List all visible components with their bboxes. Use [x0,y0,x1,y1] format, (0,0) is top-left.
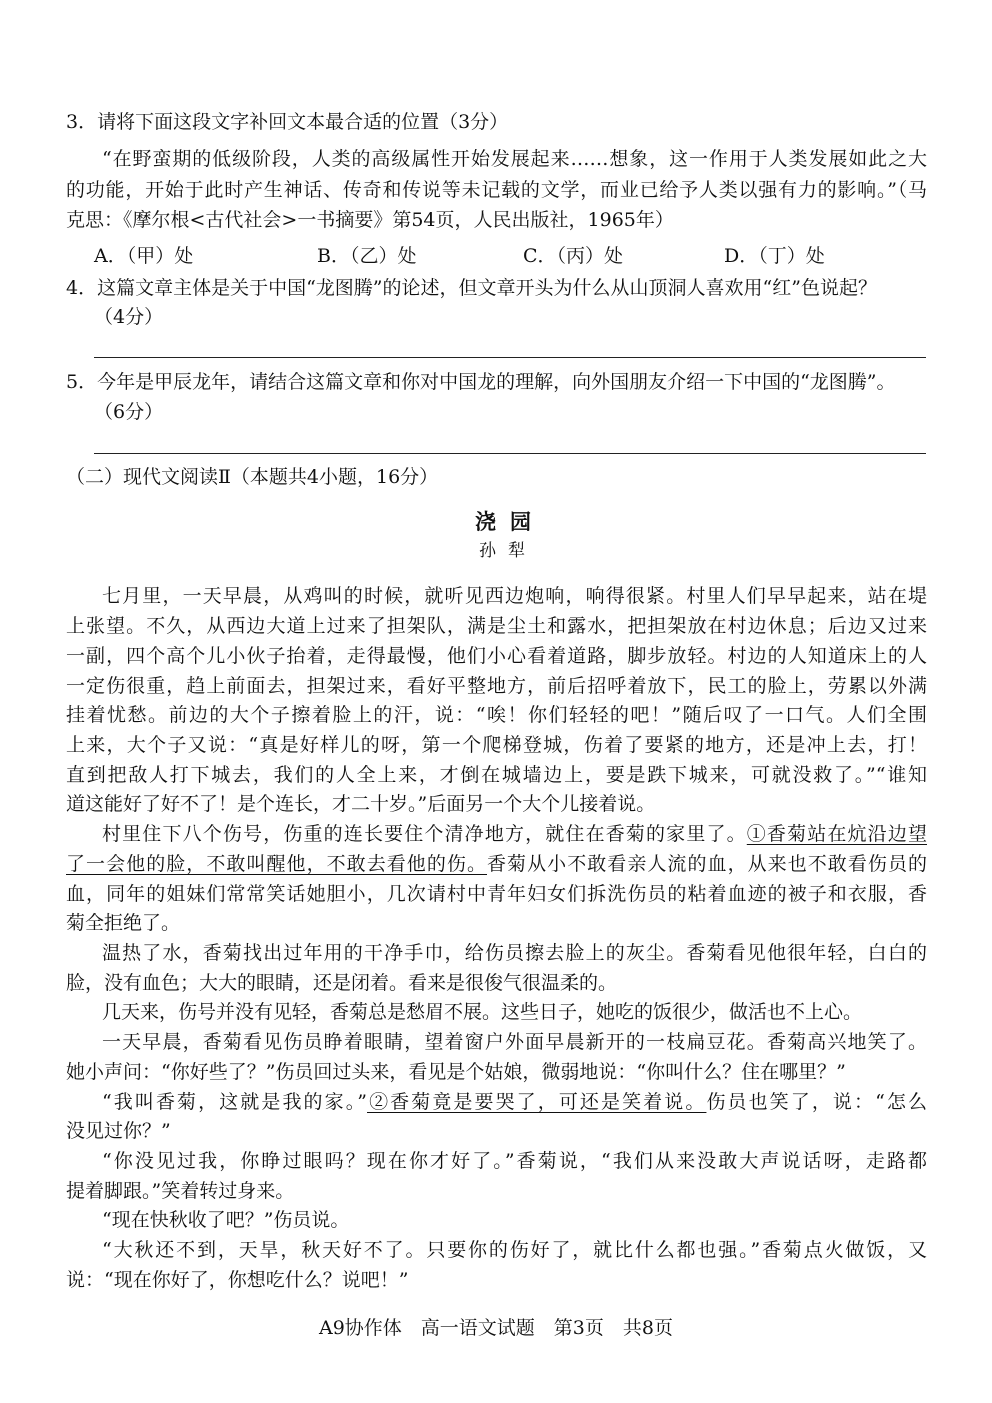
question-3-quote-line: “在野蛮期的低级阶段，人类的高级属性开始发展起来……想象，这一作用于人类发展如此之大 [102,148,927,170]
story-line: 温热了水，香菊找出过年用的干净手巾，给伤员擦去脸上的灰尘。香菊看见他很年轻，白白的 [102,942,927,964]
story-line: 她小声问：“你好些了？”伤员回过头来，看见是个姑娘，微弱地说：“你叫什么？住在哪里？” [66,1061,846,1083]
question-5-answer-line[interactable] [94,453,926,454]
story-line [102,820,927,848]
question-3-option-d[interactable]: D．（丁）处 [724,245,825,267]
story-line: 提着脚跟。”笑着转过身来。 [66,1180,295,1202]
question-3-quote-line: 克思：《摩尔根<古代社会>一书摘要》第54页，人民出版社，1965年） [66,209,674,231]
story-text: “我叫香菊，这就是我的家。” [102,1091,368,1113]
underlined-sentence-1: ①香菊站在炕沿边望 [746,823,927,845]
story-author: 孙犁 [479,541,537,561]
story-line: “你没见过我，你睁过眼吗？现在你才好了。”香菊说，“我们从来没敢大声说话呀，走路都 [102,1150,927,1172]
underlined-sentence-1: 了一会他的脸，不敢叫醒他，不敢去看他的伤。 [66,853,487,875]
story-title: 浇园 [475,509,545,534]
question-3-stem: 3．请将下面这段文字补回文本最合适的位置（3分） [66,111,509,133]
story-line [102,1088,927,1116]
story-line: “现在快秋收了吧？”伤员说。 [102,1209,350,1231]
question-5-points: （6分） [94,401,164,423]
question-4-answer-line[interactable] [94,357,926,358]
story-line: 一副，四个高个儿小伙子抬着，走得最慢，他们小心看着道路，脚步放轻。村边的人知道床上的人 [66,645,927,667]
story-line: “大秋还不到，天旱，秋天好不了。只要你的伤好了，就比什么都也强。”香菊点火做饭，又 [102,1239,927,1261]
story-text: 伤员也笑了，说：“怎么 [706,1091,927,1113]
story-line: 几天来，伤号并没有见轻，香菊总是愁眉不展。这些日子，她吃的饭很少，做活也不上心。 [102,1001,863,1023]
page-footer: A9协作体 高一语文试题 第3页 共8页 [319,1317,673,1339]
question-3-option-b[interactable]: B．（乙）处 [317,245,417,267]
story-line [66,850,927,878]
story-line: 一天早晨，香菊看见伤员睁着眼睛，望着窗户外面早晨新开的一枝扁豆花。香菊高兴地笑了。 [102,1031,927,1053]
story-line: 七月里，一天早晨，从鸡叫的时候，就听见西边炮响，响得很紧。村里人们早早起来，站在堤 [102,585,927,607]
question-4-points: （4分） [94,306,164,328]
story-line: 血，同年的姐妹们常常笑话她胆小，几次请村中青年妇女们拆洗伤员的粘着血迹的被子和衣服，香 [66,883,927,905]
story-line: 上来，大个子又说：“真是好样儿的呀，第一个爬梯登城，伤着了要紧的地方，还是冲上去，打！ [66,734,927,756]
story-line: 一定伤很重，趋上前面去，担架过来，看好平整地方，前后招呼着放下，民工的脸上，劳累以外满 [66,675,927,697]
story-line: 道这能好了好不了！是个连长，才二十岁。”后面另一个大个儿接着说。 [66,793,656,815]
section-heading: （二）现代文阅读Ⅱ（本题共4小题，16分） [66,466,439,488]
question-3-option-a[interactable]: A．（甲）处 [94,245,194,267]
story-line: 没见过你？” [66,1120,171,1142]
question-4-stem: 4．这篇文章主体是关于中国“龙图腾”的论述，但文章开头为什么从山顶洞人喜欢用“红”色说起？ [66,277,877,299]
story-line: 菊全拒绝了。 [66,912,181,934]
story-line: 直到把敌人打下城去，我们的人全上来，才倒在城墙边上，要是跌下城来，可就没救了。”“谁知 [66,764,927,786]
story-line: 挂着忧愁。前边的大个子擦着脸上的汗，说：“唉！你们轻轻的吧！”随后叹了一口气。人们全围 [66,704,927,726]
question-3-option-c[interactable]: C．（丙）处 [523,245,624,267]
question-5-stem: 5．今年是甲辰龙年，请结合这篇文章和你对中国龙的理解，向外国朋友介绍一下中国的“龙图腾”。 [66,371,896,393]
story-text: 香菊从小不敢看亲人流的血，从来也不敢看伤员的 [487,853,927,875]
story-line: 说：“现在你好了，你想吃什么？说吧！” [66,1269,409,1291]
story-line: 脸，没有血色；大大的眼睛，还是闭着。看来是很俊气很温柔的。 [66,972,618,994]
underlined-sentence-2: ②香菊竟是要哭了，可还是笑着说。 [367,1091,707,1113]
story-line: 上张望。不久，从西边大道上过来了担架队，满是尘土和露水，把担架放在村边休息；后边又过来 [66,615,927,637]
question-3-quote-line: 的功能，开始于此时产生神话、传奇和传说等未记载的文学，而业已给予人类以强有力的影响。”（马 [66,179,927,201]
story-text: 村里住下八个伤号，伤重的连长要住个清净地方，就住在香菊的家里了。 [102,823,747,845]
